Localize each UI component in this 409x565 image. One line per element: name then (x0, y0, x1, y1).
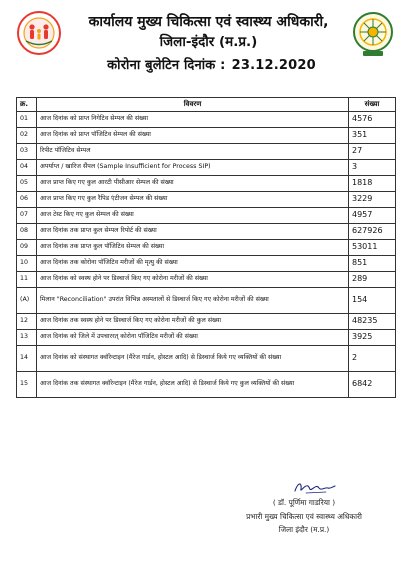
handwritten-signature-icon (292, 478, 338, 496)
row-serial: 06 (17, 192, 37, 208)
row-serial: 02 (17, 128, 37, 144)
row-serial: 07 (17, 208, 37, 224)
row-serial: 08 (17, 224, 37, 240)
national-health-mission-emblem-icon (16, 10, 62, 56)
table-row (17, 112, 396, 128)
bulletin-date: 23.12.2020 (231, 58, 316, 73)
bulletin-heading (70, 55, 347, 73)
row-value: 3 (349, 160, 396, 176)
row-description: आज दिनांक तक कोरोना पॉजिटिव मरीजों की मृत्यु की संख्या (37, 256, 349, 272)
row-description: आज दिनांक तक प्राप्त कुल सेम्पल रिपोर्ट की संख्या (37, 224, 349, 240)
table-row (17, 240, 396, 256)
letterhead (0, 0, 409, 90)
table-header-row (17, 98, 396, 112)
signatory-designation: प्रभारी मुख्य चिकित्सा एवं स्वास्थ्य अधिकारी (246, 512, 362, 521)
row-value: 6842 (349, 372, 396, 398)
table-row (17, 314, 396, 330)
row-serial: (A) (17, 288, 37, 314)
row-description: आज दिनांक तक प्राप्त कुल पॉजिटिव सेम्पल की संख्या (37, 240, 349, 256)
table-row (17, 272, 396, 288)
table-row (17, 208, 396, 224)
signatory-location: जिला इंदौर (म.प्र.) (278, 525, 330, 534)
row-serial: 12 (17, 314, 37, 330)
row-value: 27 (349, 144, 396, 160)
row-description: अपर्याप्त / खारिज सैंपल (Sample Insufficient for Process SIP) (37, 160, 349, 176)
row-description: आज प्राप्त किए गए कुल आरटी पीसीआर सेम्पल की संख्या (37, 176, 349, 192)
row-description: आज प्राप्त किए गए कुल रैपिड एंटीजन सेम्पल की संख्या (37, 192, 349, 208)
table-row (17, 128, 396, 144)
district-title: जिला-इंदौर (म.प्र.) (159, 34, 258, 50)
table-row (17, 144, 396, 160)
row-serial: 14 (17, 346, 37, 372)
table-row (17, 288, 396, 314)
row-value: 4576 (349, 112, 396, 128)
row-description: मिलान "Reconciliation" उपरांत विभिन्न अस्पतालों से डिस्चार्ज किए गए कोरोना मरीजों की संख्या (37, 288, 349, 314)
madhya-pradesh-state-emblem-icon (351, 10, 395, 58)
row-value: 48235 (349, 314, 396, 330)
header-count: संख्या (349, 98, 396, 112)
row-value: 1818 (349, 176, 396, 192)
row-value: 627926 (349, 224, 396, 240)
row-value: 3229 (349, 192, 396, 208)
office-title: कार्यालय मुख्य चिकित्सा एवं स्वास्थ्य अधिकारी, (88, 14, 329, 30)
row-serial: 10 (17, 256, 37, 272)
row-value: 851 (349, 256, 396, 272)
header-serial: क्र. (17, 98, 37, 112)
row-serial: 03 (17, 144, 37, 160)
row-serial: 15 (17, 372, 37, 398)
bulletin-table (16, 97, 396, 398)
row-serial: 01 (17, 112, 37, 128)
table-row (17, 160, 396, 176)
signatory-name: ( डॉ. पूर्णिमा गाडरिया ) (272, 498, 336, 507)
row-value: 351 (349, 128, 396, 144)
row-value: 2 (349, 346, 396, 372)
row-value: 4957 (349, 208, 396, 224)
row-value: 53011 (349, 240, 396, 256)
header-description: विवरण (37, 98, 349, 112)
row-description: आज दिनांक को जिले में उपचाररत् कोरोना पॉजिटिव मरीजों की संख्या (37, 330, 349, 346)
row-serial: 09 (17, 240, 37, 256)
table-row (17, 346, 396, 372)
row-serial: 05 (17, 176, 37, 192)
row-description: आज टेस्ट किए गए कुल सेम्पल की संख्या (37, 208, 349, 224)
row-description: रिपीट पॉजिटिव सेम्पल (37, 144, 349, 160)
row-value: 3925 (349, 330, 396, 346)
row-serial: 04 (17, 160, 37, 176)
row-description: आज दिनांक को संस्थागत क्वॉरेन्टाइन (मैरेज गार्डन, होस्टल आदि) से डिस्चार्ज किये गए व्यक्तियों की संख्या (37, 346, 349, 372)
table-row (17, 330, 396, 346)
table-row (17, 224, 396, 240)
table-row (17, 192, 396, 208)
row-serial: 11 (17, 272, 37, 288)
bulletin-label: कोरोना बुलेटिन दिनांक : (107, 58, 226, 73)
row-description: आज दिनांक तक स्वस्थ होने पर डिस्चार्ज किए गए कोरोना मरीजों की कुल संख्या (37, 314, 349, 330)
row-description: आज दिनांक को प्राप्त निगेटिव सेम्पल की संख्या (37, 112, 349, 128)
table-row (17, 176, 396, 192)
row-description: आज दिनांक को प्राप्त पॉजिटिव सेम्पल की संख्या (37, 128, 349, 144)
row-description: आज दिनांक तक संस्थागत क्वॉरेन्टाइन (मैरेज गार्डन, होस्टल आदि) से डिस्चार्ज किये गए कुल व्यक्तियों की संख्या (37, 372, 349, 398)
row-serial: 13 (17, 330, 37, 346)
row-value: 154 (349, 288, 396, 314)
row-value: 289 (349, 272, 396, 288)
table-row (17, 372, 396, 398)
table-row (17, 256, 396, 272)
row-description: आज दिनांक को स्वस्थ होने पर डिस्चार्ज किए गए कोरोना मरीजों की संख्या (37, 272, 349, 288)
